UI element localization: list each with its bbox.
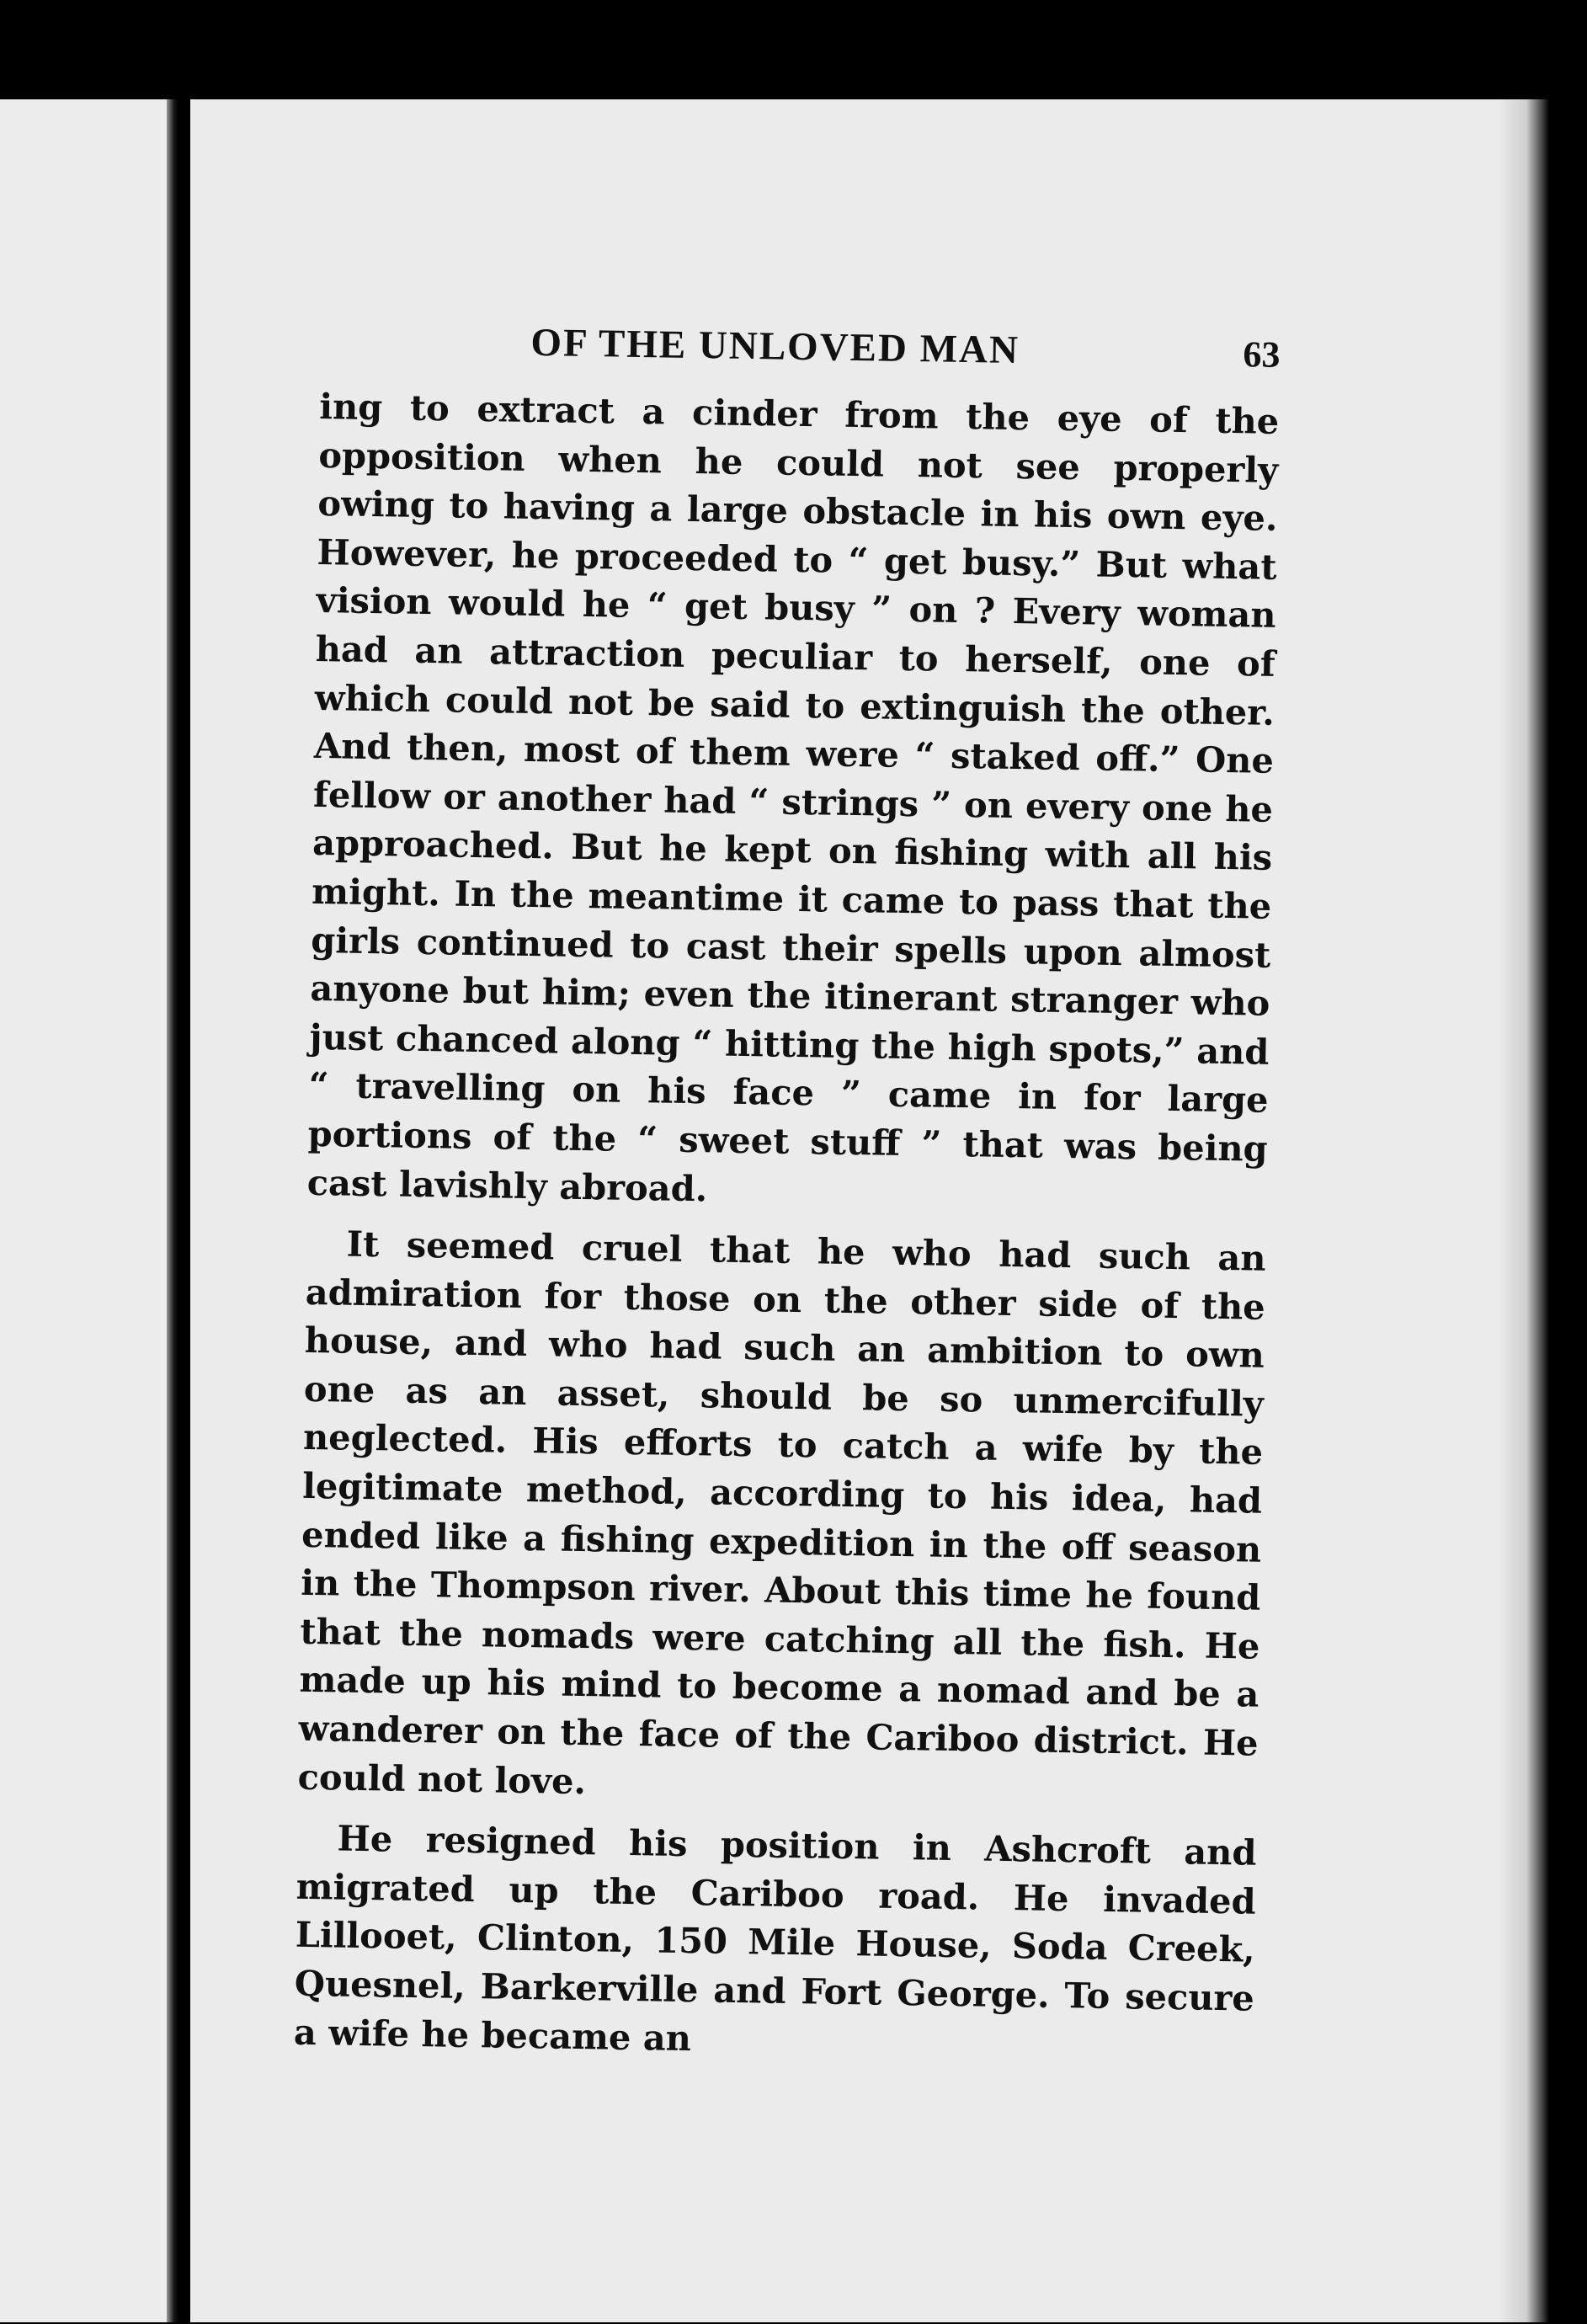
page-number: 63: [1243, 333, 1281, 376]
running-title: OF THE UNLOVED MAN: [530, 320, 1020, 373]
body-paragraph-2: It seemed cruel that he who had such an admiration for those on the other side of the house, and who had such an ambition to own one as an asset, should be so unmercifully neglected. His efforts to catch a wife by the legitimate method, according to his idea, had ended like a fishing expedition in the off season in the Thompson river. About this time he found that the nomads were catching all the fish. He made up his mind to become a nomad and be a wanderer on the face of the Cariboo district. He could not love.: [297, 1223, 1266, 1802]
book-gutter: [167, 99, 178, 2322]
running-head: [320, 317, 1281, 391]
previous-page-edge: [0, 99, 178, 2322]
page-right-edge: [1499, 99, 1549, 2322]
page-text-block: [294, 317, 1281, 2071]
book-page: [190, 99, 1549, 2322]
body-paragraph-1: ing to extract a cinder from the eye of the opposition when he could not see properly owing to having a large obstacle in his own eye. However, he proceeded to “ get busy.” But what vision would he “ get busy ” on ? Every woman had an attraction peculiar to herself, one of which could not be said to extinguish the other. And then, most of them were “ staked off.” One fellow or another had “ strings ” on every one he approached. But he kept on fishing with all his might. In the meantime it came to pass that the girls continued to cast their spells upon almost anyone but him; even the itinerant stranger who just chanced along “ hitting the high spots,” and “ travelling on his face ” came in for large portions of the “ sweet stuff ” that was being cast lavishly abroad.: [306, 385, 1280, 1209]
body-paragraph-3: He resigned his position in Ashcroft and migrated up the Cariboo road. He invaded Lillooet, Clinton, 150 Mile House, Soda Creek, Quesnel, Barkerville and Fort George. To secure a wife he became an: [293, 1817, 1257, 2059]
